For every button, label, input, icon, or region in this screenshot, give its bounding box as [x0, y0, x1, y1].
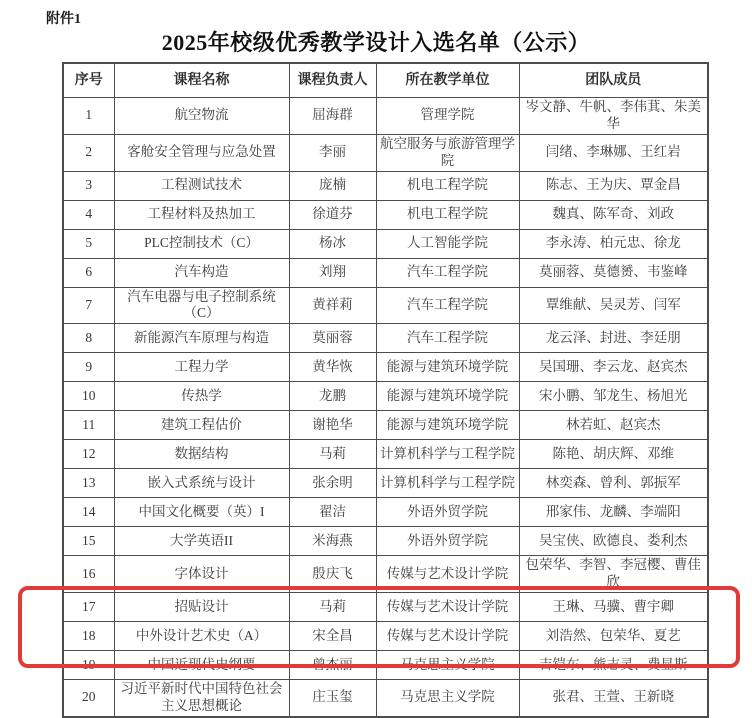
table-row [63, 593, 708, 622]
cell-course-leader: 屈海群 [289, 98, 376, 135]
cell-course-name: 嵌入式系统与设计 [114, 469, 289, 498]
table-row [63, 498, 708, 527]
cell-course-name: 中国近现代史纲要 [114, 651, 289, 680]
cell-course-name: 招贴设计 [114, 593, 289, 622]
cell-team-members: 覃维献、吴灵芳、闫军 [519, 287, 708, 324]
cell-course-leader: 庄玉玺 [289, 680, 376, 717]
cell-course-name: 汽车电器与电子控制系统（C） [114, 287, 289, 324]
table-row [63, 411, 708, 440]
cell-course-leader: 刘翔 [289, 258, 376, 287]
cell-course-leader: 曾杰丽 [289, 651, 376, 680]
cell-course-name: 字体设计 [114, 556, 289, 593]
table-row [63, 324, 708, 353]
cell-course-leader: 李丽 [289, 134, 376, 171]
award-roster-table [62, 62, 709, 718]
cell-course-leader: 宋全昌 [289, 622, 376, 651]
cell-course-leader: 张余明 [289, 469, 376, 498]
table-row [63, 382, 708, 411]
cell-course-name: 中外设计艺术史（A） [114, 622, 289, 651]
cell-teaching-unit: 管理学院 [376, 98, 519, 135]
table-row [63, 171, 708, 200]
cell-course-leader: 马莉 [289, 593, 376, 622]
cell-row-number: 11 [63, 411, 114, 440]
cell-course-leader: 庞楠 [289, 171, 376, 200]
cell-row-number: 9 [63, 353, 114, 382]
cell-row-number: 15 [63, 527, 114, 556]
cell-row-number: 8 [63, 324, 114, 353]
header-row-number: 序号 [63, 63, 114, 98]
cell-team-members: 李永涛、柏元忠、徐龙 [519, 229, 708, 258]
cell-course-leader: 马莉 [289, 440, 376, 469]
cell-course-name: 建筑工程估价 [114, 411, 289, 440]
table-body [63, 98, 708, 717]
cell-course-leader: 翟洁 [289, 498, 376, 527]
cell-row-number: 10 [63, 382, 114, 411]
table-row [63, 440, 708, 469]
cell-course-name: PLC控制技术（C） [114, 229, 289, 258]
cell-course-leader: 杨冰 [289, 229, 376, 258]
table-row [63, 680, 708, 717]
header-team-members: 团队成员 [519, 63, 708, 98]
table-row [63, 353, 708, 382]
cell-row-number: 3 [63, 171, 114, 200]
cell-teaching-unit: 机电工程学院 [376, 200, 519, 229]
table-row [63, 258, 708, 287]
cell-course-name: 中国文化概要（英）I [114, 498, 289, 527]
cell-course-name: 工程力学 [114, 353, 289, 382]
table-row [63, 556, 708, 593]
cell-teaching-unit: 人工智能学院 [376, 229, 519, 258]
cell-teaching-unit: 计算机科学与工程学院 [376, 469, 519, 498]
table-header-row [63, 63, 708, 98]
cell-team-members: 魏真、陈军奇、刘政 [519, 200, 708, 229]
cell-team-members: 闫绪、李琳娜、王红岩 [519, 134, 708, 171]
cell-course-name: 习近平新时代中国特色社会主义思想概论 [114, 680, 289, 717]
cell-course-leader: 黄华恢 [289, 353, 376, 382]
cell-teaching-unit: 机电工程学院 [376, 171, 519, 200]
cell-course-leader: 黄祥莉 [289, 287, 376, 324]
cell-row-number: 14 [63, 498, 114, 527]
cell-teaching-unit: 能源与建筑环境学院 [376, 353, 519, 382]
cell-teaching-unit: 计算机科学与工程学院 [376, 440, 519, 469]
table-row [63, 200, 708, 229]
table-row [63, 527, 708, 556]
table-row [63, 651, 708, 680]
cell-team-members: 陈志、王为庆、覃金昌 [519, 171, 708, 200]
attachment-label: 附件1 [46, 12, 81, 27]
cell-row-number: 12 [63, 440, 114, 469]
cell-team-members: 陈艳、胡庆辉、邓维 [519, 440, 708, 469]
cell-team-members: 吴宝侠、欧德良、娄利杰 [519, 527, 708, 556]
table-row [63, 622, 708, 651]
cell-row-number: 16 [63, 556, 114, 593]
cell-teaching-unit: 汽车工程学院 [376, 324, 519, 353]
page-title: 2025年校级优秀教学设计入选名单（公示） [161, 30, 591, 55]
cell-team-members: 吉铠东、熊志灵、费显斯 [519, 651, 708, 680]
cell-course-name: 工程材料及热加工 [114, 200, 289, 229]
cell-team-members: 邢家伟、龙麟、李端阳 [519, 498, 708, 527]
cell-row-number: 18 [63, 622, 114, 651]
table-row [63, 469, 708, 498]
header-course-leader: 课程负责人 [289, 63, 376, 98]
cell-team-members: 龙云泽、封进、李廷朋 [519, 324, 708, 353]
cell-course-leader: 莫丽蓉 [289, 324, 376, 353]
cell-team-members: 包荣华、李智、李冠樱、曹佳欣 [519, 556, 708, 593]
cell-teaching-unit: 传媒与艺术设计学院 [376, 556, 519, 593]
cell-team-members: 莫丽蓉、莫德赟、韦鉴峰 [519, 258, 708, 287]
cell-team-members: 吴国珊、李云龙、赵宾杰 [519, 353, 708, 382]
cell-course-name: 大学英语II [114, 527, 289, 556]
cell-teaching-unit: 外语外贸学院 [376, 498, 519, 527]
cell-row-number: 1 [63, 98, 114, 135]
table-row [63, 98, 708, 135]
header-course-name: 课程名称 [114, 63, 289, 98]
header-teaching-unit: 所在教学单位 [376, 63, 519, 98]
cell-team-members: 刘浩然、包荣华、夏艺 [519, 622, 708, 651]
cell-teaching-unit: 航空服务与旅游管理学院 [376, 134, 519, 171]
cell-team-members: 宋小鹏、邹龙生、杨旭光 [519, 382, 708, 411]
cell-course-leader: 殷庆飞 [289, 556, 376, 593]
cell-row-number: 17 [63, 593, 114, 622]
cell-row-number: 2 [63, 134, 114, 171]
cell-course-name: 新能源汽车原理与构造 [114, 324, 289, 353]
cell-teaching-unit: 传媒与艺术设计学院 [376, 593, 519, 622]
table-row [63, 287, 708, 324]
cell-teaching-unit: 马克思主义学院 [376, 651, 519, 680]
cell-teaching-unit: 汽车工程学院 [376, 287, 519, 324]
cell-row-number: 13 [63, 469, 114, 498]
cell-course-name: 客舱安全管理与应急处置 [114, 134, 289, 171]
cell-team-members: 林奕森、曾利、郭振军 [519, 469, 708, 498]
cell-course-leader: 龙鹏 [289, 382, 376, 411]
table-row [63, 134, 708, 171]
cell-course-name: 航空物流 [114, 98, 289, 135]
cell-team-members: 王琳、马骥、曹宇卿 [519, 593, 708, 622]
cell-teaching-unit: 传媒与艺术设计学院 [376, 622, 519, 651]
cell-course-name: 传热学 [114, 382, 289, 411]
cell-teaching-unit: 能源与建筑环境学院 [376, 382, 519, 411]
table-header [63, 63, 708, 98]
cell-course-leader: 谢艳华 [289, 411, 376, 440]
cell-row-number: 4 [63, 200, 114, 229]
cell-teaching-unit: 能源与建筑环境学院 [376, 411, 519, 440]
cell-team-members: 林若虹、赵宾杰 [519, 411, 708, 440]
cell-team-members: 张君、王萱、王新晓 [519, 680, 708, 717]
cell-teaching-unit: 马克思主义学院 [376, 680, 519, 717]
cell-row-number: 19 [63, 651, 114, 680]
cell-course-leader: 徐道芬 [289, 200, 376, 229]
cell-course-name: 工程测试技术 [114, 171, 289, 200]
cell-course-name: 汽车构造 [114, 258, 289, 287]
cell-row-number: 5 [63, 229, 114, 258]
cell-row-number: 6 [63, 258, 114, 287]
table-row [63, 229, 708, 258]
cell-row-number: 7 [63, 287, 114, 324]
cell-row-number: 20 [63, 680, 114, 717]
cell-course-leader: 米海燕 [289, 527, 376, 556]
cell-course-name: 数据结构 [114, 440, 289, 469]
cell-teaching-unit: 外语外贸学院 [376, 527, 519, 556]
cell-team-members: 岑文静、牛帆、李伟萁、朱美华 [519, 98, 708, 135]
cell-teaching-unit: 汽车工程学院 [376, 258, 519, 287]
